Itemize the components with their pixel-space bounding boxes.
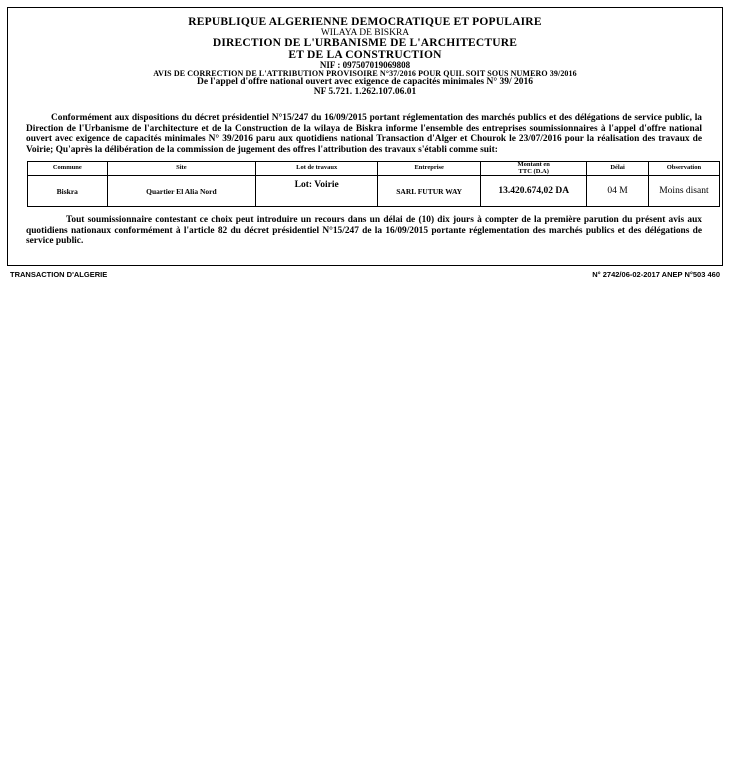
cell-observation: Moins disant	[648, 176, 719, 207]
tender-notice	[7, 7, 723, 266]
correction-notice-title: AVIS DE CORRECTION DE L'ATTRIBUTION PROVISOIRE N°37/2016 POUR QUIL SOIT SOUS NUMERO 39/2016	[153, 69, 577, 78]
wilaya-line: WILAYA DE BISKRA	[320, 27, 410, 38]
cell-delai: 04 M	[587, 176, 649, 207]
table-row	[28, 176, 720, 207]
header-commune: Commune	[28, 162, 108, 176]
newspaper-name: TRANSACTION D'ALGERIE	[10, 270, 108, 279]
cell-site: Quartier El Alia Nord	[107, 176, 256, 207]
nif-number: NIF : 097507019069808	[319, 60, 411, 70]
header-site: Site	[107, 162, 256, 176]
tender-reference: De l'appel d'offre national ouvert avec exigence de capacités minimales N° 39/ 2016	[196, 77, 534, 87]
header-observation: Observation	[648, 162, 719, 176]
header-delai: Délai	[587, 162, 649, 176]
cell-lot: Lot: Voirie	[256, 176, 378, 207]
award-table	[27, 161, 720, 207]
header-montant-line-1: Montant en	[517, 161, 550, 169]
cell-entreprise: SARL FUTUR WAY	[378, 176, 481, 207]
direction-line-1: DIRECTION DE L'URBANISME DE L'ARCHITECTURE	[212, 37, 518, 49]
nf-number: NF 5.721. 1.262.107.06.01	[313, 86, 417, 97]
header-montant-line-2: TTC (D.A)	[518, 167, 549, 175]
intro-paragraph: Conformément aux dispositions du décret présidentiel N°15/247 du 16/09/2015 portant réglementation des marchés publics et des délégations de service public, la Direction de l'Urbanisme de l'architecture et de la Construction de la wilaya de Biskra informe l'ensemble des entreprises soumissionnaires à l'appel d'offre national ouvert avec exigence de capacités minimales N° 39/2016 paru aux quotidiens national Transaction d'Alger et Chourok le 23/07/2016 pour la réalisation des travaux de Voirie; Qu'après la délibération de la commission de jugement des offres l'attribution des travaux s'établi comme suit:	[26, 113, 702, 155]
cell-commune: Biskra	[28, 176, 108, 207]
table-header-row	[28, 162, 720, 176]
publication-reference: N° 2742/06-02-2017 ANEP N°503 460	[592, 270, 720, 279]
notice-header	[8, 17, 722, 97]
appeal-paragraph: Tout soumissionnaire contestant ce choix peut introduire un recours dans un délai de (10) dix jours à compter de la première parution du présent avis aux quotidiens nationaux conformément à l'article 82 du décret présidentiel N°15/247 de la 16/09/2015 portante réglementation des marchés publics et des délégations de service public.	[26, 215, 702, 247]
header-entreprise: Entreprise	[378, 162, 481, 176]
cell-montant: 13.420.674,02 DA	[481, 176, 587, 207]
direction-line-2: ET DE LA CONSTRUCTION	[288, 48, 442, 61]
republic-title: REPUBLIQUE ALGERIENNE DEMOCRATIQUE ET POPULAIRE	[188, 16, 542, 28]
header-lot: Lot de travaux	[256, 162, 378, 176]
header-montant	[481, 162, 587, 176]
